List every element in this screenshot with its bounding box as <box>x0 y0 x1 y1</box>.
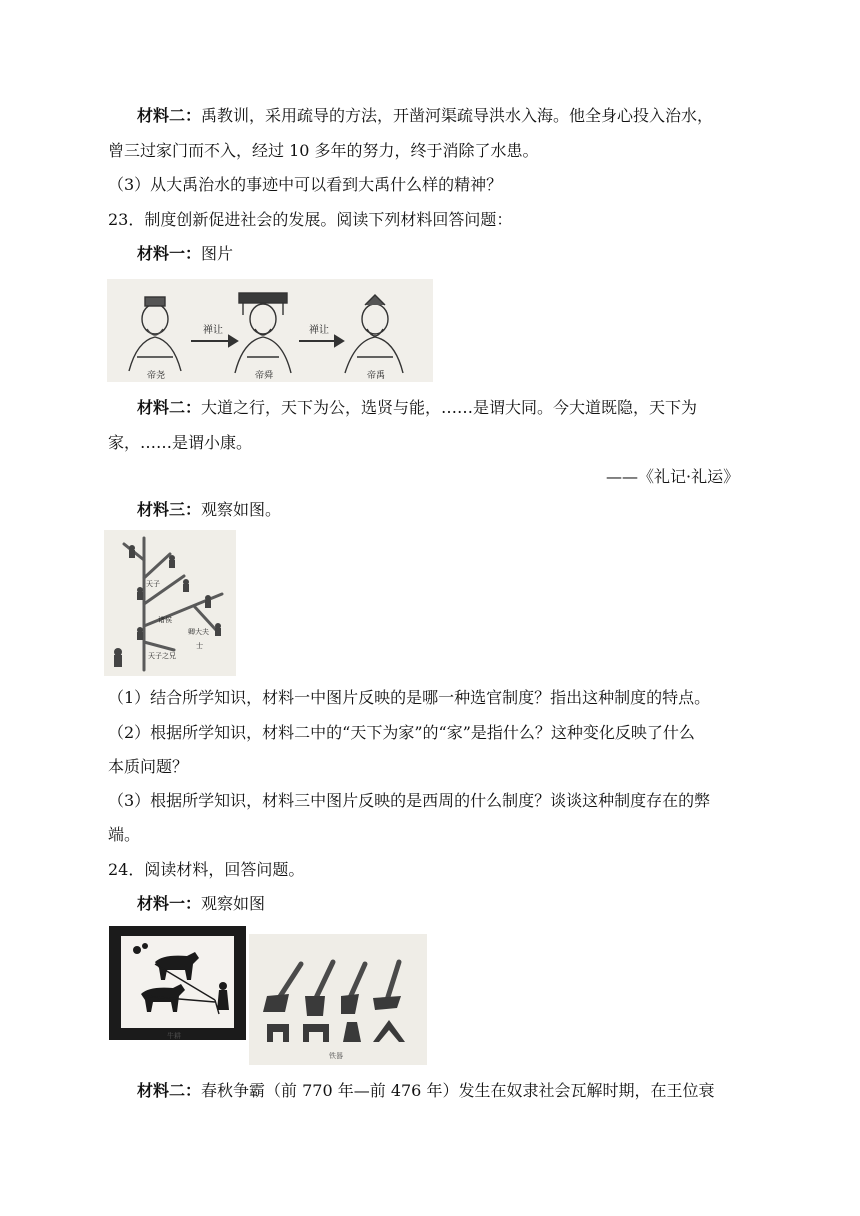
tree-label-qingdafu: 卿大夫 <box>188 629 209 636</box>
abdication-figure <box>107 279 433 382</box>
material-text: 大道之行，天下为公，选贤与能，……是谓大同。今大道既隐，天下为 <box>201 398 698 417</box>
material-label: 材料一： <box>137 894 202 913</box>
ox-plough-figure <box>107 924 248 1042</box>
tree-label-zhuhou: 诸侯 <box>158 617 172 624</box>
material-text: 图片 <box>201 244 234 263</box>
q23-heading: 23．制度创新促进社会的发展。阅读下列材料回答问题： <box>108 210 513 229</box>
material-label: 材料三： <box>137 500 202 519</box>
material-label: 材料二： <box>137 1081 202 1100</box>
q23-material2-line1 <box>137 396 697 420</box>
figure-label-niugeng: 牛耕 <box>167 1033 181 1040</box>
iron-tools-figure <box>249 934 427 1065</box>
arrow-label: 禅让 <box>309 325 329 336</box>
figure-label-tieqi: 铁器 <box>329 1053 343 1060</box>
q23-material3-line <box>137 498 281 522</box>
figure-label-shun: 帝舜 <box>255 370 274 380</box>
material-text: 禹教训，采用疏导的方法，开凿河渠疏导洪水入海。他全身心投入治水， <box>201 106 714 125</box>
q23-question1: （1）结合所学知识，材料一中图片反映的是哪一种选官制度？指出这种制度的特点。 <box>108 688 711 707</box>
material-label: 材料一： <box>137 244 202 263</box>
figure-label-yu: 帝禹 <box>367 370 386 380</box>
q23-question2-line1: （2）根据所学知识，材料二中的“天下为家”的“家”是指什么？这种变化反映了什么 <box>108 723 695 742</box>
material-text: 春秋争霸（前 770 年—前 476 年）发生在奴隶社会瓦解时期，在王位衰 <box>201 1081 715 1100</box>
q23-question2-line2: 本质问题？ <box>108 757 189 776</box>
material-text: 观察如图 <box>201 894 266 913</box>
q23-material1-line <box>137 242 233 266</box>
q24-heading: 24．阅读材料，回答问题。 <box>108 860 305 879</box>
feudal-tree-figure <box>104 530 236 676</box>
arrow-label: 禅让 <box>203 325 223 336</box>
tree-label-tianzi: 天子 <box>146 581 160 588</box>
q22-question3: （3）从大禹治水的事迹中可以看到大禹什么样的精神？ <box>108 175 503 194</box>
q23-material2-line2: 家，……是谓小康。 <box>108 433 253 452</box>
q23-material2-source: ——《礼记·礼运》 <box>606 467 740 486</box>
material-text: 观察如图。 <box>201 500 282 519</box>
q22-material2-line1 <box>137 104 713 128</box>
tree-label-shi: 士 <box>196 643 203 650</box>
q24-material1-line <box>137 892 265 916</box>
q22-material2-line2: 曾三过家门而不入，经过 10 多年的努力，终于消除了水患。 <box>108 141 539 160</box>
material-label: 材料二： <box>137 398 202 417</box>
q23-question3-line1: （3）根据所学知识，材料三中图片反映的是西周的什么制度？谈谈这种制度存在的弊 <box>108 791 711 810</box>
material-label: 材料二： <box>137 106 202 125</box>
tree-label-tianzi-brother: 天子之兄 <box>148 653 176 660</box>
figure-label-yao: 帝尧 <box>147 370 166 380</box>
q24-material2-line1 <box>137 1079 714 1103</box>
q23-question3-line2: 端。 <box>108 825 141 844</box>
